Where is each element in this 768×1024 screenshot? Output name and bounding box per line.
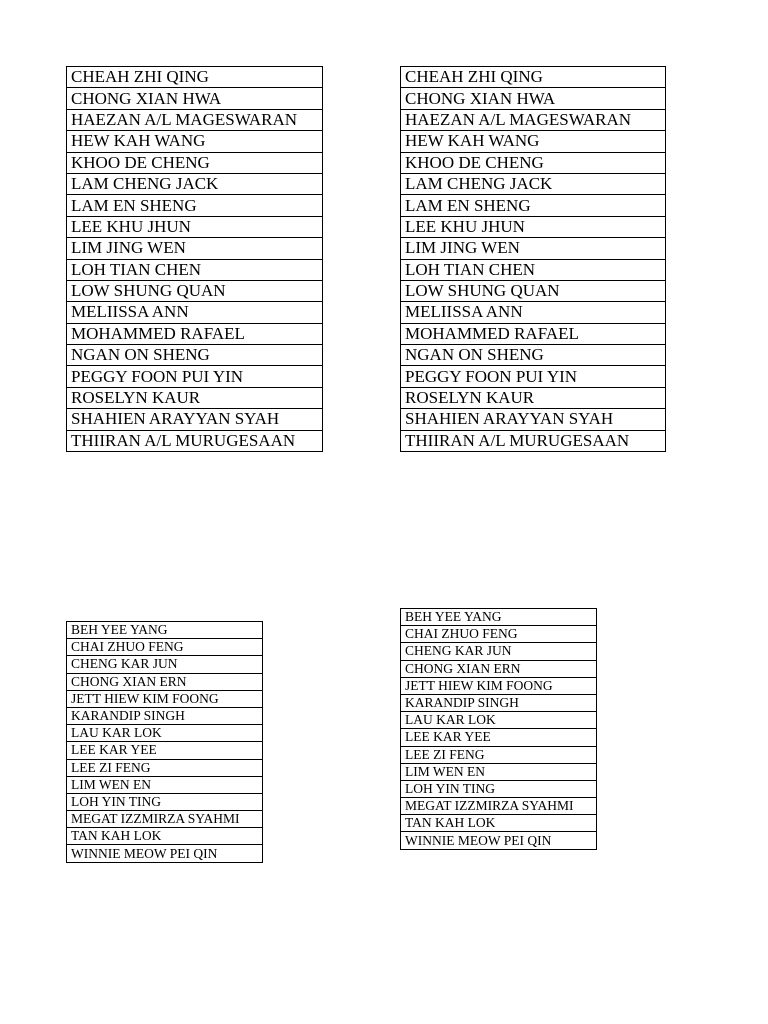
table-row <box>401 409 666 430</box>
table-row <box>401 746 597 763</box>
table-row <box>67 195 323 216</box>
name-cell: CHENG KAR JUN <box>67 656 263 673</box>
name-cell: SHAHIEN ARAYYAN SYAH <box>67 409 323 430</box>
table-row <box>67 409 323 430</box>
name-cell: LEE ZI FENG <box>67 759 263 776</box>
table-row <box>401 88 666 109</box>
name-table-group-a-left <box>66 66 323 452</box>
table-row <box>67 67 323 88</box>
name-cell: LEE KAR YEE <box>401 729 597 746</box>
name-cell: LOH YIN TING <box>401 780 597 797</box>
table-row <box>67 656 263 673</box>
name-cell: BEH YEE YANG <box>401 609 597 626</box>
table-row <box>67 173 323 194</box>
name-cell: THIIRAN A/L MURUGESAAN <box>401 430 666 451</box>
name-cell: LOH YIN TING <box>67 793 263 810</box>
table-row <box>67 366 323 387</box>
table-row <box>401 238 666 259</box>
name-cell: CHAI ZHUO FENG <box>67 639 263 656</box>
name-cell: HEW KAH WANG <box>67 131 323 152</box>
name-cell: KARANDIP SINGH <box>401 694 597 711</box>
name-table-group-a-right <box>400 66 666 452</box>
name-cell: LAM EN SHENG <box>67 195 323 216</box>
table-row <box>401 173 666 194</box>
name-cell: TAN KAH LOK <box>67 828 263 845</box>
table-row <box>67 430 323 451</box>
name-cell: NGAN ON SHENG <box>401 345 666 366</box>
name-cell: KARANDIP SINGH <box>67 707 263 724</box>
name-cell: NGAN ON SHENG <box>67 345 323 366</box>
table-row <box>67 845 263 862</box>
table-row <box>67 707 263 724</box>
name-cell: LAM CHENG JACK <box>67 173 323 194</box>
table-row <box>401 712 597 729</box>
name-table-group-b-left <box>66 621 263 863</box>
table-row <box>401 195 666 216</box>
name-cell: CHEAH ZHI QING <box>401 67 666 88</box>
table-row <box>67 622 263 639</box>
name-table-body <box>67 622 263 863</box>
table-row <box>401 67 666 88</box>
table-row <box>67 811 263 828</box>
table-row <box>67 238 323 259</box>
table-row <box>401 832 597 849</box>
name-cell: JETT HIEW KIM FOONG <box>67 690 263 707</box>
table-row <box>67 725 263 742</box>
table-row <box>67 639 263 656</box>
name-cell: THIIRAN A/L MURUGESAAN <box>67 430 323 451</box>
table-row <box>67 152 323 173</box>
name-cell: WINNIE MEOW PEI QIN <box>401 832 597 849</box>
name-cell: CHONG XIAN ERN <box>401 660 597 677</box>
table-row <box>401 798 597 815</box>
name-cell: LAM EN SHENG <box>401 195 666 216</box>
table-row <box>401 694 597 711</box>
name-cell: LEE KAR YEE <box>67 742 263 759</box>
table-row <box>401 677 597 694</box>
table-row <box>67 793 263 810</box>
table-row <box>67 109 323 130</box>
name-cell: HAEZAN A/L MAGESWARAN <box>67 109 323 130</box>
name-cell: LIM WEN EN <box>401 763 597 780</box>
table-row <box>401 815 597 832</box>
name-cell: LIM WEN EN <box>67 776 263 793</box>
table-row <box>67 323 323 344</box>
name-cell: BEH YEE YANG <box>67 622 263 639</box>
name-table-body <box>67 67 323 452</box>
name-cell: LEE ZI FENG <box>401 746 597 763</box>
name-table-group-b-right <box>400 608 597 850</box>
name-cell: LEE KHU JHUN <box>401 216 666 237</box>
name-cell: HAEZAN A/L MAGESWARAN <box>401 109 666 130</box>
name-cell: CHENG KAR JUN <box>401 643 597 660</box>
table-row <box>401 302 666 323</box>
table-row <box>401 345 666 366</box>
table-row <box>67 776 263 793</box>
table-row <box>67 345 323 366</box>
name-table-body <box>401 609 597 850</box>
table-row <box>67 259 323 280</box>
table-row <box>67 302 323 323</box>
name-cell: HEW KAH WANG <box>401 131 666 152</box>
name-cell: LEE KHU JHUN <box>67 216 323 237</box>
table-row <box>67 673 263 690</box>
name-cell: KHOO DE CHENG <box>401 152 666 173</box>
table-row <box>401 729 597 746</box>
name-cell: CHONG XIAN HWA <box>401 88 666 109</box>
name-cell: LOW SHUNG QUAN <box>67 280 323 301</box>
table-row <box>401 259 666 280</box>
name-cell: ROSELYN KAUR <box>67 387 323 408</box>
table-row <box>67 280 323 301</box>
table-row <box>401 643 597 660</box>
name-cell: LIM JING WEN <box>401 238 666 259</box>
name-cell: MOHAMMED RAFAEL <box>401 323 666 344</box>
table-row <box>401 131 666 152</box>
name-cell: CHONG XIAN HWA <box>67 88 323 109</box>
table-row <box>401 366 666 387</box>
table-row <box>401 430 666 451</box>
name-cell: PEGGY FOON PUI YIN <box>67 366 323 387</box>
name-cell: CHEAH ZHI QING <box>67 67 323 88</box>
name-cell: WINNIE MEOW PEI QIN <box>67 845 263 862</box>
name-cell: SHAHIEN ARAYYAN SYAH <box>401 409 666 430</box>
table-row <box>401 109 666 130</box>
name-cell: LAM CHENG JACK <box>401 173 666 194</box>
table-row <box>401 626 597 643</box>
table-row <box>401 780 597 797</box>
name-cell: MOHAMMED RAFAEL <box>67 323 323 344</box>
name-cell: CHAI ZHUO FENG <box>401 626 597 643</box>
table-row <box>67 88 323 109</box>
table-row <box>67 131 323 152</box>
table-row <box>401 216 666 237</box>
name-cell: LAU KAR LOK <box>401 712 597 729</box>
table-row <box>401 152 666 173</box>
name-cell: TAN KAH LOK <box>401 815 597 832</box>
table-row <box>401 660 597 677</box>
name-cell: MEGAT IZZMIRZA SYAHMI <box>67 811 263 828</box>
name-cell: LOH TIAN CHEN <box>67 259 323 280</box>
table-row <box>67 742 263 759</box>
name-cell: LOH TIAN CHEN <box>401 259 666 280</box>
name-cell: LAU KAR LOK <box>67 725 263 742</box>
name-cell: LIM JING WEN <box>67 238 323 259</box>
name-cell: KHOO DE CHENG <box>67 152 323 173</box>
table-row <box>67 690 263 707</box>
table-row <box>401 763 597 780</box>
name-cell: CHONG XIAN ERN <box>67 673 263 690</box>
table-row <box>401 280 666 301</box>
table-row <box>401 387 666 408</box>
table-row <box>401 323 666 344</box>
table-row <box>67 828 263 845</box>
name-cell: ROSELYN KAUR <box>401 387 666 408</box>
name-table-body <box>401 67 666 452</box>
table-row <box>67 759 263 776</box>
name-cell: LOW SHUNG QUAN <box>401 280 666 301</box>
name-cell: MELIISSA ANN <box>401 302 666 323</box>
name-cell: JETT HIEW KIM FOONG <box>401 677 597 694</box>
name-cell: MEGAT IZZMIRZA SYAHMI <box>401 798 597 815</box>
table-row <box>67 387 323 408</box>
name-cell: MELIISSA ANN <box>67 302 323 323</box>
table-row <box>67 216 323 237</box>
table-row <box>401 609 597 626</box>
name-cell: PEGGY FOON PUI YIN <box>401 366 666 387</box>
